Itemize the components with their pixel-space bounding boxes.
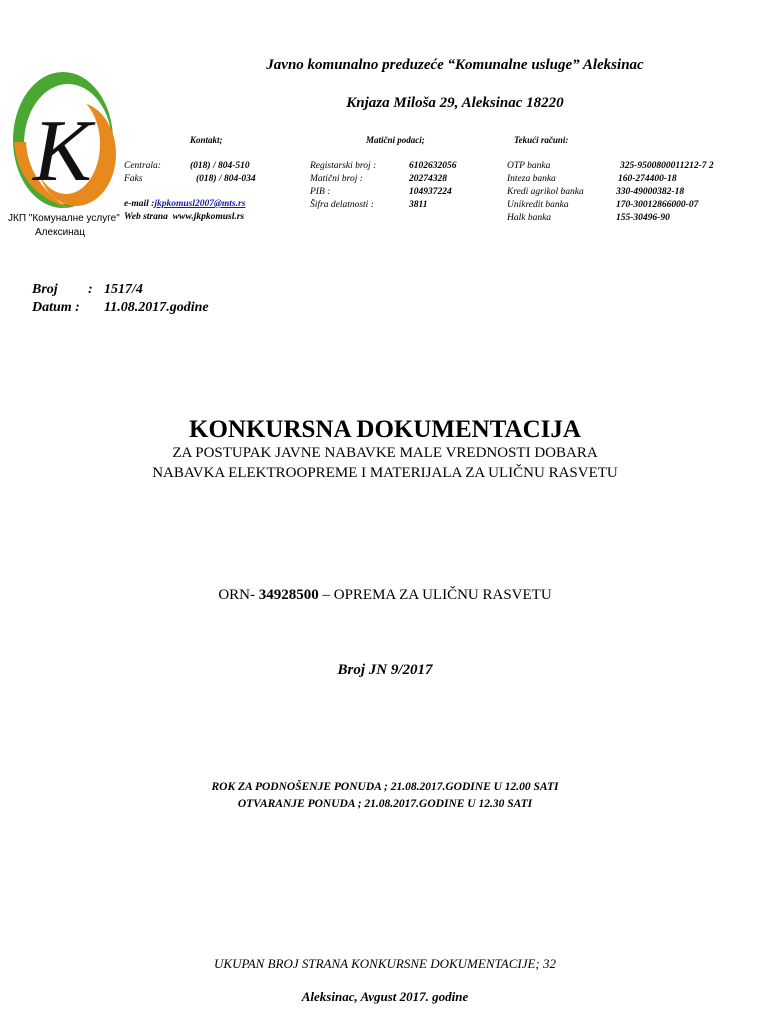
company-address: Knjaza Miloša 29, Aleksinac 18220 [346,95,564,111]
opening-time: OTVARANJE PONUDA ; 21.08.2017.GODINE U 12.30 SATI [237,798,533,810]
registry-value: 6102632056 [409,161,457,171]
reference-number: 1517/4 [104,282,143,297]
document-subtitle-2: NABAVKA ELEKTROOPREME I MATERIJALA ZA ULIČNU RASVETU [152,465,618,481]
account-number: 160-274400-18 [618,174,677,184]
email-row [124,198,245,211]
bank-names [507,160,584,225]
submission-deadline: ROK ZA PODNOŠENJE PONUDA ; 21.08.2017.GODINE U 12.00 SATI [211,781,559,793]
document-subtitle-1: ZA POSTUPAK JAVNE NABAVKE MALE VREDNOSTI DOBARA [172,445,598,461]
svg-text:K: K [33,103,92,200]
phone-label: Centrala: [124,161,161,171]
fax-label: Faks [124,174,143,184]
registry-label: Matični broj : [310,174,363,184]
account-numbers [616,160,714,225]
total-pages: UKUPAN BROJ STRANA KONKURSNE DOKUMENTACIJE; 32 [214,956,556,971]
registry-values [409,160,457,212]
registry-label: Registarski broj : [310,161,377,171]
registry-value: 3811 [409,200,428,210]
orn-line [0,587,770,604]
orn-prefix: ORN- [218,587,259,603]
registry-heading: Matični podaci; [366,135,425,145]
bank-name: Halk banka [507,213,552,223]
web-row [124,211,244,224]
web-value: www.jkpkomusl.rs [172,212,245,222]
jn-number: Broj JN 9/2017 [337,662,433,678]
registry-value: 104937224 [409,187,452,197]
accounts-heading: Tekući računi: [514,135,569,145]
bank-name: Inteza banka [507,174,556,184]
reference-number-row [32,281,209,299]
account-number: 155-30496-90 [616,213,670,223]
logo-caption-line-1: ЈКП "Комуналне услуге" [8,213,120,224]
reference-date-row [32,299,209,317]
logo-caption [8,212,120,240]
bank-name: OTP banka [507,161,551,171]
account-number: 330-49000382-18 [616,187,685,197]
email-link[interactable]: jkpkomusl2007@mts.rs [154,199,246,209]
orn-suffix: – OPREMA ZA ULIČNU RASVETU [318,587,552,603]
account-number: 325-9500800011212-7 2 [620,161,714,171]
reference-block [32,281,209,317]
logo-caption-line-2: Алексинац [35,227,85,238]
bank-name: Unikredit banka [507,200,569,210]
reference-date: 11.08.2017.godine [104,300,209,315]
registry-value: 20274328 [409,174,447,184]
registry-label: PIB : [310,187,331,197]
bank-name: Kredi agrikol banka [507,187,584,197]
registry-label: Šifra delatnosti : [310,200,374,210]
company-name: Javno komunalno preduzeće “Komunalne usluge” Aleksinac [266,57,644,73]
email-label: e-mail : [124,199,155,209]
company-logo [8,62,118,212]
reference-colon: : [88,282,93,297]
contact-heading: Kontakt; [190,135,223,145]
registry-labels [310,160,376,212]
account-number: 170-30012866000-07 [616,200,699,210]
place-date: Aleksinac, Avgust 2017. godine [301,989,469,1004]
document-title: KONKURSNA DOKUMENTACIJA [189,416,581,443]
reference-number-label: Broj [32,282,58,297]
phone-value: (018) / 804-510 [190,161,250,171]
orn-code: 34928500 [258,587,319,603]
fax-value: (018) / 804-034 [196,174,256,184]
reference-date-label: Datum : [32,300,80,315]
web-label: Web strana [124,212,168,222]
